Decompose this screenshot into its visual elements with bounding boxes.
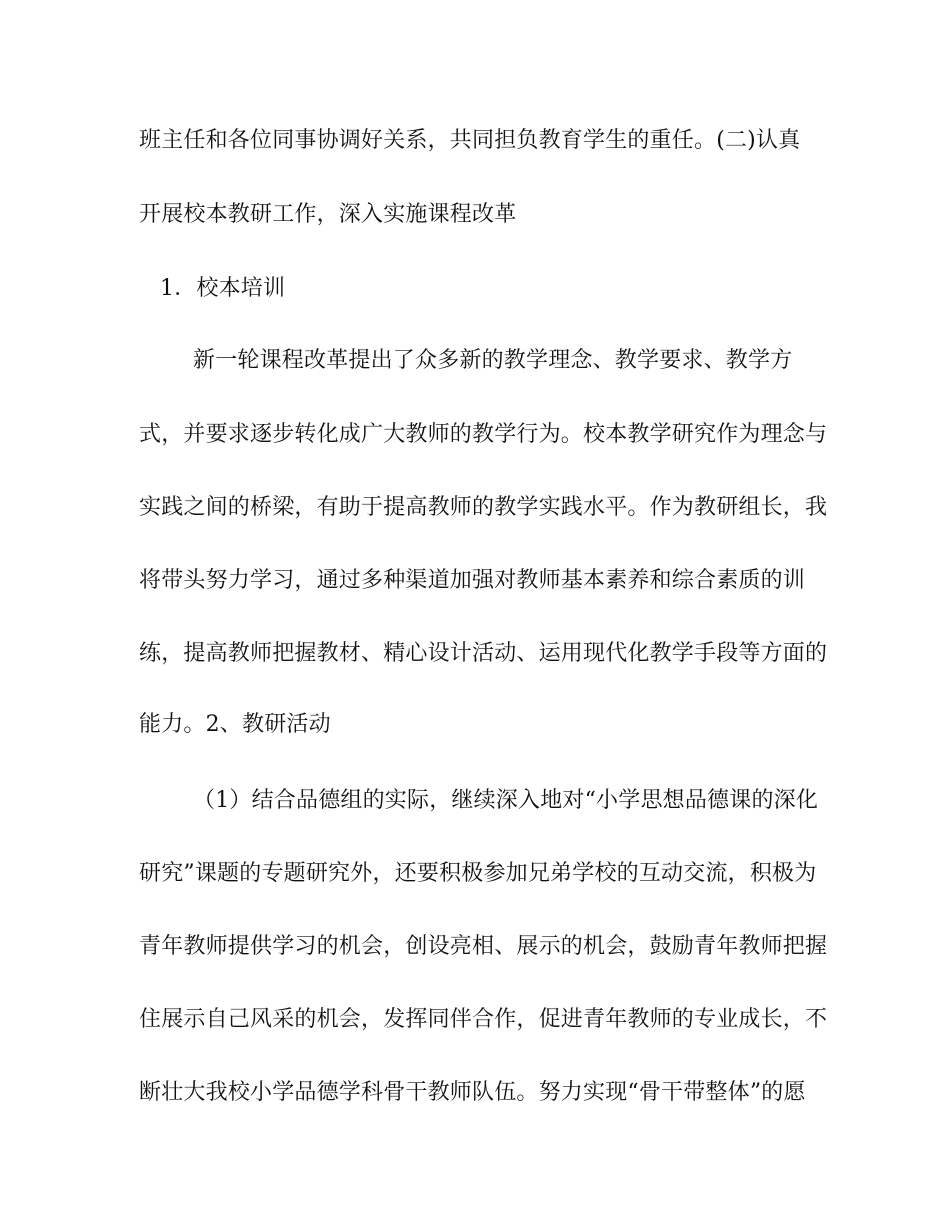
text-line: 住展示自己风采的机会，发挥同伴合作，促进青年教师的专业成长，不: [139, 1007, 828, 1032]
text-line: 式，并要求逐步转化成广大教师的教学行为。校本教学研究作为理念与: [139, 422, 828, 447]
text-line: 能力。2、教研活动: [139, 712, 331, 737]
text-line: 青年教师提供学习的机会，创设亮相、展示的机会，鼓励青年教师把握: [139, 934, 828, 959]
text-line: 将带头努力学习，通过多种渠道加强对教师基本素养和综合素质的训: [139, 568, 806, 593]
section-heading: 1．校本培训: [160, 276, 286, 301]
text-line: 实践之间的桥梁，有助于提高教师的教学实践水平。作为教研组长，我: [139, 495, 828, 520]
text-line: 开展校本教研工作，深入实施课程改革: [139, 202, 517, 227]
text-line: 断壮大我校小学品德学科骨干教师队伍。努力实现“骨干带整体”的愿: [139, 1080, 806, 1105]
paragraph-first-line: 新一轮课程改革提出了众多新的教学理念、教学要求、教学方: [193, 348, 793, 373]
text-line: 练，提高教师把握教材、精心设计活动、运用现代化教学手段等方面的: [139, 641, 828, 666]
paragraph-first-line: （1）结合品德组的实际，继续深入地对“小学思想品德课的深化: [193, 788, 819, 813]
text-line: 研究”课题的专题研究外，还要积极参加兄弟学校的互动交流，积极为: [139, 861, 817, 886]
text-line: 班主任和各位同事协调好关系，共同担负教育学生的重任。(二)认真: [139, 128, 801, 153]
